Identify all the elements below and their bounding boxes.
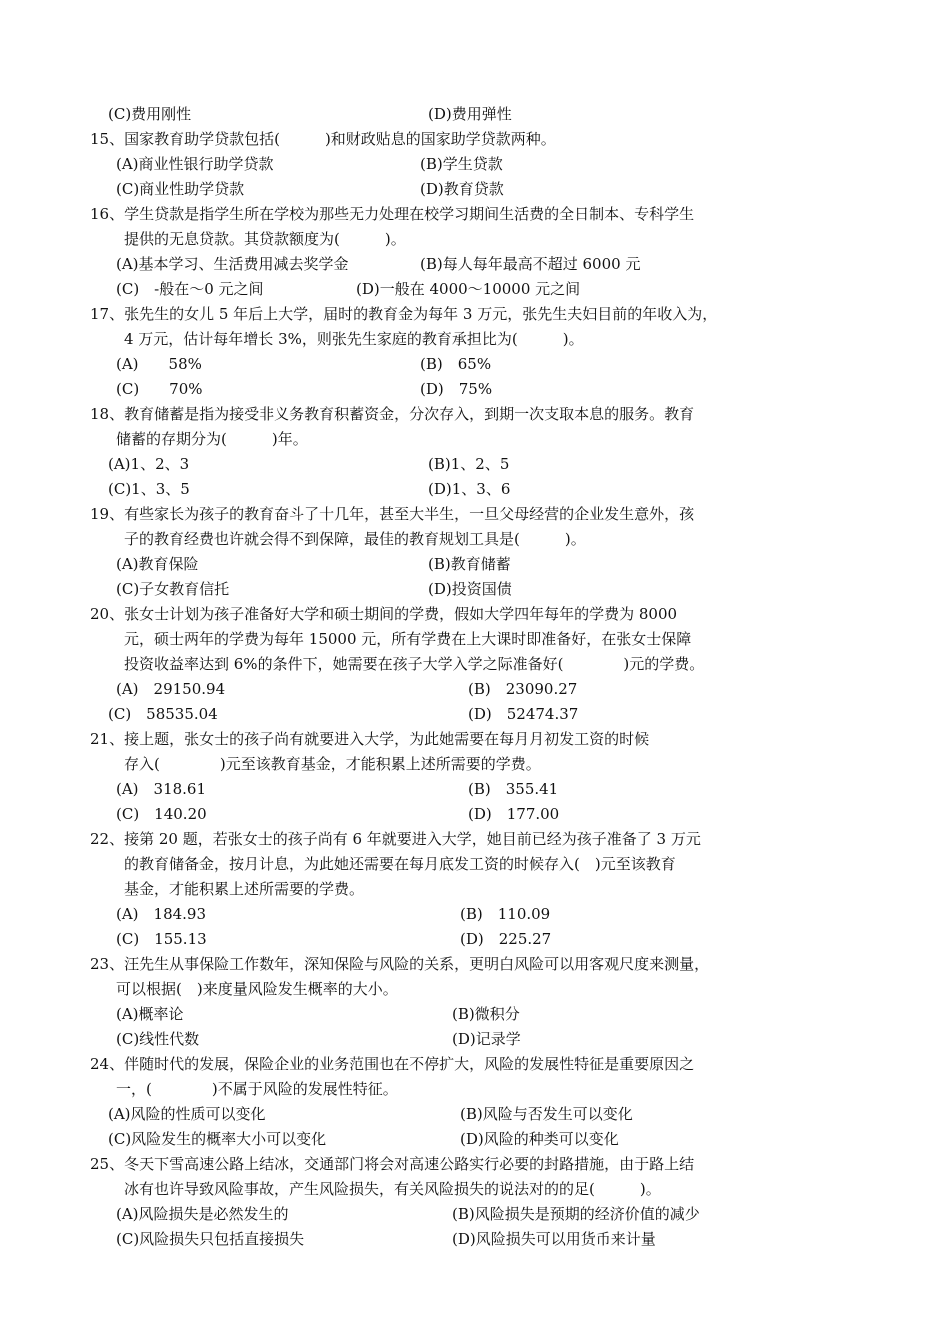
option-line: (A)风险损失是必然发生的	[116, 1205, 289, 1223]
option-line: (B) 355.41	[468, 780, 559, 798]
question-continuation: 冰有也许导致风险事故，产生风险损失，有关风险损失的说法对的的足( )。	[124, 1180, 661, 1198]
option-line: (B) 110.09	[460, 905, 551, 923]
option-line: (D)风险的种类可以变化	[460, 1130, 619, 1148]
option-line: (C)子女教育信托	[116, 580, 230, 598]
option-line: (C) 140.20	[116, 805, 207, 823]
option-line: (D)费用弹性	[428, 105, 512, 123]
question-continuation: 一，( )不属于风险的发展性特征。	[116, 1080, 398, 1098]
option-line: (B)每人每年最高不超过 6000 元	[420, 255, 641, 273]
option-line: (D)一般在 4000～10000 元之间	[356, 280, 581, 298]
option-line: (D) 52474.37	[468, 705, 579, 723]
question-24: 24、伴随时代的发展，保险企业的业务范围也在不停扩大，风险的发展性特征是重要原因之	[90, 1055, 695, 1073]
question-18: 18、教育储蓄是指为接受非义务教育积蓄资金，分次存入，到期一次支取本息的服务。教育	[90, 405, 695, 423]
option-line: (A) 318.61	[116, 780, 207, 798]
option-line: (D)教育贷款	[420, 180, 504, 198]
option-line: (D)风险损失可以用货币来计量	[452, 1230, 656, 1248]
option-line: (A)概率论	[116, 1005, 184, 1023]
option-line: (C)风险损失只包括直接损失	[116, 1230, 305, 1248]
option-line: (C) 70%	[116, 380, 203, 398]
option-line: (D)记录学	[452, 1030, 521, 1048]
question-19: 19、有些家长为孩子的教育奋斗了十几年，甚至大半生，一旦父母经营的企业发生意外，孩	[90, 505, 695, 523]
option-line: (A)教育保险	[116, 555, 199, 573]
question-17: 17、张先生的女儿 5 年后上大学，届时的教育金为每年 3 万元，张先生夫妇目前的年收入为，	[90, 305, 718, 323]
option-line: (C)线性代数	[116, 1030, 200, 1048]
question-20: 20、张女士计划为孩子准备好大学和硕士期间的学费，假如大学四年每年的学费为 8000	[90, 605, 678, 623]
question-continuation: 提供的无息贷款。其贷款额度为( )。	[124, 230, 406, 248]
question-15: 15、国家教育助学贷款包括( )和财政贴息的国家助学贷款两种。	[90, 130, 556, 148]
question-continuation: 可以根据( )来度量风险发生概率的大小。	[116, 980, 398, 998]
option-line: (C)商业性助学贷款	[116, 180, 245, 198]
option-line: (C) 155.13	[116, 930, 207, 948]
question-continuation: 基金，才能积累上述所需要的学费。	[124, 880, 365, 898]
question-continuation: 子的教育经费也许就会得不到保障，最佳的教育规划工具是( )。	[124, 530, 586, 548]
option-line: (B)风险损失是预期的经济价值的减少	[452, 1205, 700, 1223]
question-continuation: 4 万元，估计每年增长 3%，则张先生家庭的教育承担比为( )。	[124, 330, 584, 348]
option-line: (C)1、3、5	[108, 480, 190, 498]
option-line: (D)1、3、6	[428, 480, 511, 498]
option-line: (A) 29150.94	[116, 680, 226, 698]
option-line: (D) 177.00	[468, 805, 560, 823]
question-25: 25、冬天下雪高速公路上结冰，交通部门将会对高速公路实行必要的封路措施，由于路上结	[90, 1155, 695, 1173]
option-line: (C)风险发生的概率大小可以变化	[108, 1130, 327, 1148]
option-line: (C) -般在～0 元之间	[116, 280, 264, 298]
question-continuation: 存入( )元至该教育基金，才能积累上述所需要的学费。	[124, 755, 541, 773]
option-line: (B) 23090.27	[468, 680, 578, 698]
option-line: (D) 75%	[420, 380, 493, 398]
option-line: (B)1、2、5	[428, 455, 510, 473]
option-line: (A)风险的性质可以变化	[108, 1105, 266, 1123]
question-21: 21、接上题，张女士的孩子尚有就要进入大学，为此她需要在每月月初发工资的时候	[90, 730, 650, 748]
question-continuation: 储蓄的存期分为( )年。	[116, 430, 308, 448]
option-line: (B)风险与否发生可以变化	[460, 1105, 633, 1123]
option-line: (B)学生贷款	[420, 155, 503, 173]
option-line: (C)费用刚性	[108, 105, 192, 123]
question-continuation: 投资收益率达到 6%的条件下，她需要在孩子大学入学之际准备好( )元的学费。	[124, 655, 705, 673]
option-line: (A)基本学习、生活费用减去奖学金	[116, 255, 349, 273]
question-22: 22、接第 20 题，若张女士的孩子尚有 6 年就要进入大学，她目前已经为孩子准备了 3 万元	[90, 830, 701, 848]
option-line: (A)1、2、3	[108, 455, 190, 473]
option-line: (A) 184.93	[116, 905, 207, 923]
option-line: (D) 225.27	[460, 930, 552, 948]
question-16: 16、学生贷款是指学生所在学校为那些无力处理在校学习期间生活费的全日制本、专科学生	[90, 205, 695, 223]
option-line: (B)教育储蓄	[428, 555, 511, 573]
question-continuation: 的教育储备金，按月计息，为此她还需要在每月底发工资的时候存入( )元至该教育	[124, 855, 676, 873]
option-line: (C) 58535.04	[108, 705, 218, 723]
option-line: (B) 65%	[420, 355, 492, 373]
option-line: (D)投资国债	[428, 580, 512, 598]
question-continuation: 元，硕士两年的学费为每年 15000 元，所有学费在上大课时即准备好，在张女士保障	[124, 630, 692, 648]
option-line: (A)商业性银行助学贷款	[116, 155, 274, 173]
option-line: (B)微积分	[452, 1005, 520, 1023]
question-23: 23、汪先生从事保险工作数年，深知保险与风险的关系，更明白风险可以用客观尺度来测量，	[90, 955, 710, 973]
option-line: (A) 58%	[116, 355, 202, 373]
